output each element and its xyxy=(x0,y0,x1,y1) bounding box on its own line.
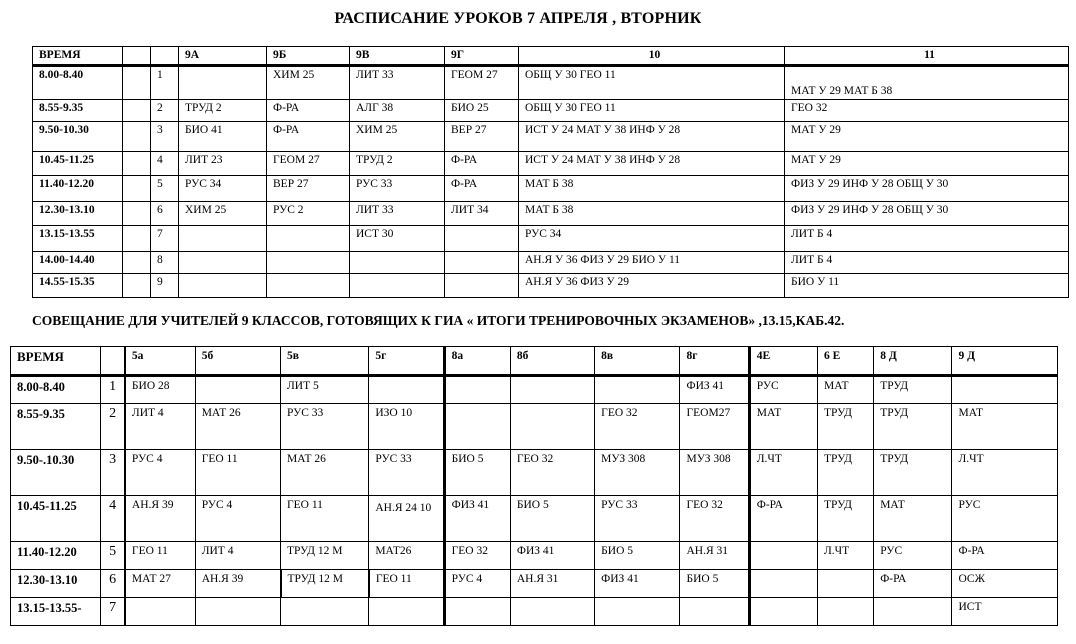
header-5v: 5в xyxy=(281,347,369,376)
lesson-number: 1 xyxy=(151,66,179,100)
lesson-cell-c9g: Ф-РА xyxy=(445,152,519,176)
lesson-cell-c9a: ЛИТ 23 xyxy=(179,152,267,176)
lesson-cell-c10: ИСТ У 24 МАТ У 38 ИНФ У 28 xyxy=(519,152,785,176)
lesson-cell-c9v: ИСТ 30 xyxy=(350,226,445,252)
lesson-number: 6 xyxy=(151,202,179,226)
table-header-row xyxy=(33,47,1069,66)
table-row xyxy=(33,122,1069,152)
table-row xyxy=(11,376,1058,404)
row-time: 14.00-14.40 xyxy=(33,252,123,274)
lesson-cell-5a: БИО 28 xyxy=(125,376,195,404)
table-row xyxy=(11,570,1058,598)
lesson-cell-8v: РУС 33 xyxy=(595,496,680,542)
lesson-cell-4e: Л.ЧТ xyxy=(749,450,817,496)
lesson-cell-c9v: ХИМ 25 xyxy=(350,122,445,152)
lesson-cell-6e: ТРУД xyxy=(817,404,873,450)
lesson-cell-5g xyxy=(369,598,444,626)
lesson-cell-4e xyxy=(749,598,817,626)
blank-cell xyxy=(123,152,151,176)
lesson-cell-9d: ОСЖ xyxy=(952,570,1058,598)
lesson-cell-8a xyxy=(444,404,510,450)
header-6e: 6 Е xyxy=(817,347,873,376)
lesson-cell-c9g: ГЕОМ 27 xyxy=(445,66,519,100)
lesson-cell-9d xyxy=(952,376,1058,404)
lesson-cell-5b: МАТ 26 xyxy=(195,404,280,450)
lesson-cell-8b xyxy=(510,598,594,626)
header-9d: 9 Д xyxy=(952,347,1058,376)
lesson-cell-c10: АН.Я У 36 ФИЗ У 29 xyxy=(519,274,785,298)
lesson-cell-8a: БИО 5 xyxy=(444,450,510,496)
lesson-cell-9d: Ф-РА xyxy=(952,542,1058,570)
lesson-cell-c10: ОБЩ У 30 ГЕО 11 xyxy=(519,100,785,122)
lesson-cell-5v: МАТ 26 xyxy=(281,450,369,496)
lesson-cell-8d: ТРУД xyxy=(874,404,952,450)
blank-cell xyxy=(123,100,151,122)
lesson-cell-5g: РУС 33 xyxy=(369,450,444,496)
table-row xyxy=(33,202,1069,226)
lesson-cell-c9b xyxy=(267,226,350,252)
lesson-cell-c11: ЛИТ Б 4 xyxy=(785,252,1069,274)
lesson-cell-8d: ТРУД xyxy=(874,376,952,404)
lesson-cell-5g xyxy=(369,376,444,404)
lesson-cell-c9a: ТРУД 2 xyxy=(179,100,267,122)
lesson-cell-c11: ФИЗ У 29 ИНФ У 28 ОБЩ У 30 xyxy=(785,176,1069,202)
header-10: 10 xyxy=(519,47,785,66)
row-time: 13.15-13.55- xyxy=(11,598,101,626)
lesson-cell-8d: МАТ xyxy=(874,496,952,542)
lesson-number: 2 xyxy=(101,404,125,450)
lesson-cell-5a: ГЕО 11 xyxy=(125,542,195,570)
lesson-cell-c9v xyxy=(350,274,445,298)
lesson-cell-8a xyxy=(444,598,510,626)
header-11: 11 xyxy=(785,47,1069,66)
table-row xyxy=(11,404,1058,450)
header-5a: 5а xyxy=(125,347,195,376)
lesson-cell-5g: АН.Я 24 10 xyxy=(369,496,444,542)
header-8g: 8г xyxy=(680,347,749,376)
lesson-cell-c9a xyxy=(179,252,267,274)
lesson-cell-9d: МАТ xyxy=(952,404,1058,450)
lesson-cell-c9a: ХИМ 25 xyxy=(179,202,267,226)
lesson-cell-c9v: АЛГ 38 xyxy=(350,100,445,122)
row-time: 10.45-11.25 xyxy=(11,496,101,542)
lesson-cell-c11: МАТ У 29 xyxy=(785,122,1069,152)
lesson-cell-c9b xyxy=(267,252,350,274)
lesson-cell-c9a: РУС 34 xyxy=(179,176,267,202)
lesson-cell-5b: ГЕО 11 xyxy=(195,450,280,496)
lesson-cell-8v: ГЕО 32 xyxy=(595,404,680,450)
lesson-cell-4e: РУС xyxy=(749,376,817,404)
header-8v: 8в xyxy=(595,347,680,376)
lesson-cell-c9g xyxy=(445,274,519,298)
lesson-cell-8b: ГЕО 32 xyxy=(510,450,594,496)
lesson-cell-c11: МАТ У 29 МАТ Б 38 xyxy=(785,66,1069,100)
lesson-cell-8g: МУЗ 308 xyxy=(680,450,749,496)
lesson-cell-8v xyxy=(595,376,680,404)
lesson-cell-8a: ФИЗ 41 xyxy=(444,496,510,542)
row-time: 14.55-15.35 xyxy=(33,274,123,298)
lesson-cell-5v: РУС 33 xyxy=(281,404,369,450)
lesson-cell-c9g xyxy=(445,226,519,252)
row-time: 10.45-11.25 xyxy=(33,152,123,176)
lesson-cell-8d: Ф-РА xyxy=(874,570,952,598)
row-time: 8.55-9.35 xyxy=(33,100,123,122)
header-5b: 5б xyxy=(195,347,280,376)
lesson-cell-c9b: Ф-РА xyxy=(267,122,350,152)
lesson-cell-c9a: БИО 41 xyxy=(179,122,267,152)
lesson-number: 4 xyxy=(151,152,179,176)
lesson-cell-c9b: Ф-РА xyxy=(267,100,350,122)
table-row xyxy=(33,100,1069,122)
lesson-cell-5v: ГЕО 11 xyxy=(281,496,369,542)
row-time: 12.30-13.10 xyxy=(33,202,123,226)
lesson-number: 7 xyxy=(101,598,125,626)
table-row xyxy=(33,274,1069,298)
lesson-cell-5b: ЛИТ 4 xyxy=(195,542,280,570)
header-9b: 9Б xyxy=(267,47,350,66)
header-9g: 9Г xyxy=(445,47,519,66)
table-row xyxy=(11,450,1058,496)
lesson-number: 3 xyxy=(101,450,125,496)
lesson-cell-c9v: ТРУД 2 xyxy=(350,152,445,176)
blank-cell xyxy=(123,226,151,252)
lesson-cell-8d: РУС xyxy=(874,542,952,570)
lesson-cell-c9g: ЛИТ 34 xyxy=(445,202,519,226)
lesson-cell-c10: ОБЩ У 30 ГЕО 11 xyxy=(519,66,785,100)
lesson-cell-5v: ТРУД 12 М xyxy=(281,542,369,570)
lesson-cell-8v: ФИЗ 41 xyxy=(595,570,680,598)
lesson-cell-5a: РУС 4 xyxy=(125,450,195,496)
lesson-cell-c9b: ВЕР 27 xyxy=(267,176,350,202)
lesson-cell-c9g: БИО 25 xyxy=(445,100,519,122)
lesson-cell-4e: МАТ xyxy=(749,404,817,450)
lesson-cell-5b xyxy=(195,376,280,404)
row-time: 11.40-12.20 xyxy=(11,542,101,570)
lesson-cell-8b: ФИЗ 41 xyxy=(510,542,594,570)
lesson-cell-6e xyxy=(817,570,873,598)
lesson-number: 5 xyxy=(101,542,125,570)
lesson-cell-8b xyxy=(510,404,594,450)
lesson-cell-8g: БИО 5 xyxy=(680,570,749,598)
header-5g: 5г xyxy=(369,347,444,376)
table-row xyxy=(33,66,1069,100)
lesson-cell-8v xyxy=(595,598,680,626)
lesson-number: 1 xyxy=(101,376,125,404)
lesson-cell-c10: АН.Я У 36 ФИЗ У 29 БИО У 11 xyxy=(519,252,785,274)
header-blank xyxy=(101,347,125,376)
lesson-number: 3 xyxy=(151,122,179,152)
lesson-cell-c9v: ЛИТ 33 xyxy=(350,202,445,226)
blank-cell xyxy=(123,202,151,226)
lesson-cell-8v: БИО 5 xyxy=(595,542,680,570)
lesson-cell-8b: АН.Я 31 xyxy=(510,570,594,598)
lesson-cell-8d: ТРУД xyxy=(874,450,952,496)
lesson-cell-5g: ГЕО 11 xyxy=(369,570,444,598)
lesson-cell-6e xyxy=(817,598,873,626)
lesson-cell-8d xyxy=(874,598,952,626)
header-time: ВРЕМЯ xyxy=(33,47,123,66)
header-9v: 9В xyxy=(350,47,445,66)
table-row xyxy=(11,496,1058,542)
lesson-cell-c10: МАТ Б 38 xyxy=(519,176,785,202)
table-row xyxy=(11,542,1058,570)
lesson-cell-5b: АН.Я 39 xyxy=(195,570,280,598)
lesson-cell-5v: ЛИТ 5 xyxy=(281,376,369,404)
lesson-cell-8g: АН.Я 31 xyxy=(680,542,749,570)
lesson-cell-8a: ГЕО 32 xyxy=(444,542,510,570)
lesson-cell-8g: ГЕО 32 xyxy=(680,496,749,542)
lesson-cell-6e: ТРУД xyxy=(817,496,873,542)
lesson-cell-6e: ТРУД xyxy=(817,450,873,496)
meeting-notice: СОВЕЩАНИЕ ДЛЯ УЧИТЕЛЕЙ 9 КЛАССОВ, ГОТОВЯЩИХ К ГИА « ИТОГИ ТРЕНИРОВОЧНЫХ ЭКЗАМЕНОВ» ,13.15,КАБ.42. xyxy=(32,313,845,328)
lesson-cell-8a xyxy=(444,376,510,404)
lesson-cell-c11: МАТ У 29 xyxy=(785,152,1069,176)
lesson-cell-5a: АН.Я 39 xyxy=(125,496,195,542)
lesson-number: 7 xyxy=(151,226,179,252)
lesson-cell-c9b: РУС 2 xyxy=(267,202,350,226)
lesson-cell-c9a xyxy=(179,274,267,298)
lesson-number: 6 xyxy=(101,570,125,598)
lesson-cell-8g: ГЕОМ27 xyxy=(680,404,749,450)
lesson-cell-9d: Л.ЧТ xyxy=(952,450,1058,496)
page-title: РАСПИСАНИЕ УРОКОВ 7 АПРЕЛЯ , ВТОРНИК xyxy=(334,10,702,27)
lesson-cell-c9a xyxy=(179,226,267,252)
lesson-cell-c11: БИО У 11 xyxy=(785,274,1069,298)
header-blank xyxy=(123,47,151,66)
row-time: 8.55-9.35 xyxy=(11,404,101,450)
lesson-cell-5g: МАТ26 xyxy=(369,542,444,570)
row-time: 8.00-8.40 xyxy=(33,66,123,100)
lesson-number: 4 xyxy=(101,496,125,542)
table-row xyxy=(33,226,1069,252)
lesson-cell-5a: ЛИТ 4 xyxy=(125,404,195,450)
lesson-number: 2 xyxy=(151,100,179,122)
lesson-cell-4e xyxy=(749,570,817,598)
lesson-cell-6e: МАТ xyxy=(817,376,873,404)
lesson-number: 5 xyxy=(151,176,179,202)
lesson-cell-c11: ГЕО 32 xyxy=(785,100,1069,122)
blank-cell xyxy=(123,66,151,100)
lesson-cell-5a: МАТ 27 xyxy=(125,570,195,598)
lesson-cell-c9b: ГЕОМ 27 xyxy=(267,152,350,176)
row-time: 13.15-13.55 xyxy=(33,226,123,252)
table-row xyxy=(11,598,1058,626)
lesson-cell-5v xyxy=(281,598,369,626)
row-time: 9.50-10.30 xyxy=(33,122,123,152)
schedule-table-9-11 xyxy=(32,46,1069,298)
lesson-cell-c9b: ХИМ 25 xyxy=(267,66,350,100)
lesson-cell-c9g: Ф-РА xyxy=(445,176,519,202)
header-8d: 8 Д xyxy=(874,347,952,376)
lesson-cell-9d: ИСТ xyxy=(952,598,1058,626)
lesson-cell-c9v: РУС 33 xyxy=(350,176,445,202)
row-time: 12.30-13.10 xyxy=(11,570,101,598)
lesson-cell-5b: РУС 4 xyxy=(195,496,280,542)
blank-cell xyxy=(123,274,151,298)
lesson-cell-c9g xyxy=(445,252,519,274)
lesson-cell-5b xyxy=(195,598,280,626)
schedule-table-5-9 xyxy=(10,346,1058,626)
row-time: 11.40-12.20 xyxy=(33,176,123,202)
lesson-cell-c11: ЛИТ Б 4 xyxy=(785,226,1069,252)
header-8a: 8а xyxy=(444,347,510,376)
lesson-cell-6e: Л.ЧТ xyxy=(817,542,873,570)
lesson-cell-4e xyxy=(749,542,817,570)
lesson-number: 9 xyxy=(151,274,179,298)
table-row xyxy=(33,252,1069,274)
lesson-cell-c10: МАТ Б 38 xyxy=(519,202,785,226)
lesson-cell-8a: РУС 4 xyxy=(444,570,510,598)
lesson-cell-c9v: ЛИТ 33 xyxy=(350,66,445,100)
header-time: ВРЕМЯ xyxy=(11,347,101,376)
row-time: 8.00-8.40 xyxy=(11,376,101,404)
row-time: 9.50-.10.30 xyxy=(11,450,101,496)
header-9a: 9А xyxy=(179,47,267,66)
table-row xyxy=(33,176,1069,202)
lesson-cell-c10: РУС 34 xyxy=(519,226,785,252)
blank-cell xyxy=(123,122,151,152)
table-header-row xyxy=(11,347,1058,376)
header-blank xyxy=(151,47,179,66)
lesson-cell-c10: ИСТ У 24 МАТ У 38 ИНФ У 28 xyxy=(519,122,785,152)
lesson-cell-9d: РУС xyxy=(952,496,1058,542)
lesson-cell-8g xyxy=(680,598,749,626)
lesson-cell-8b: БИО 5 xyxy=(510,496,594,542)
lesson-cell-8b xyxy=(510,376,594,404)
lesson-cell-4e: Ф-РА xyxy=(749,496,817,542)
header-8b: 8б xyxy=(510,347,594,376)
lesson-number: 8 xyxy=(151,252,179,274)
lesson-cell-5a xyxy=(125,598,195,626)
lesson-cell-8v: МУЗ 308 xyxy=(595,450,680,496)
header-4e: 4Е xyxy=(749,347,817,376)
lesson-cell-5g: ИЗО 10 xyxy=(369,404,444,450)
table-row xyxy=(33,152,1069,176)
lesson-cell-c9a xyxy=(179,66,267,100)
lesson-cell-c9v xyxy=(350,252,445,274)
blank-cell xyxy=(123,176,151,202)
lesson-cell-c11: ФИЗ У 29 ИНФ У 28 ОБЩ У 30 xyxy=(785,202,1069,226)
lesson-cell-c9g: ВЕР 27 xyxy=(445,122,519,152)
blank-cell xyxy=(123,252,151,274)
lesson-cell-c9b xyxy=(267,274,350,298)
lesson-cell-5v: ТРУД 12 М xyxy=(281,570,369,598)
lesson-cell-8g: ФИЗ 41 xyxy=(680,376,749,404)
